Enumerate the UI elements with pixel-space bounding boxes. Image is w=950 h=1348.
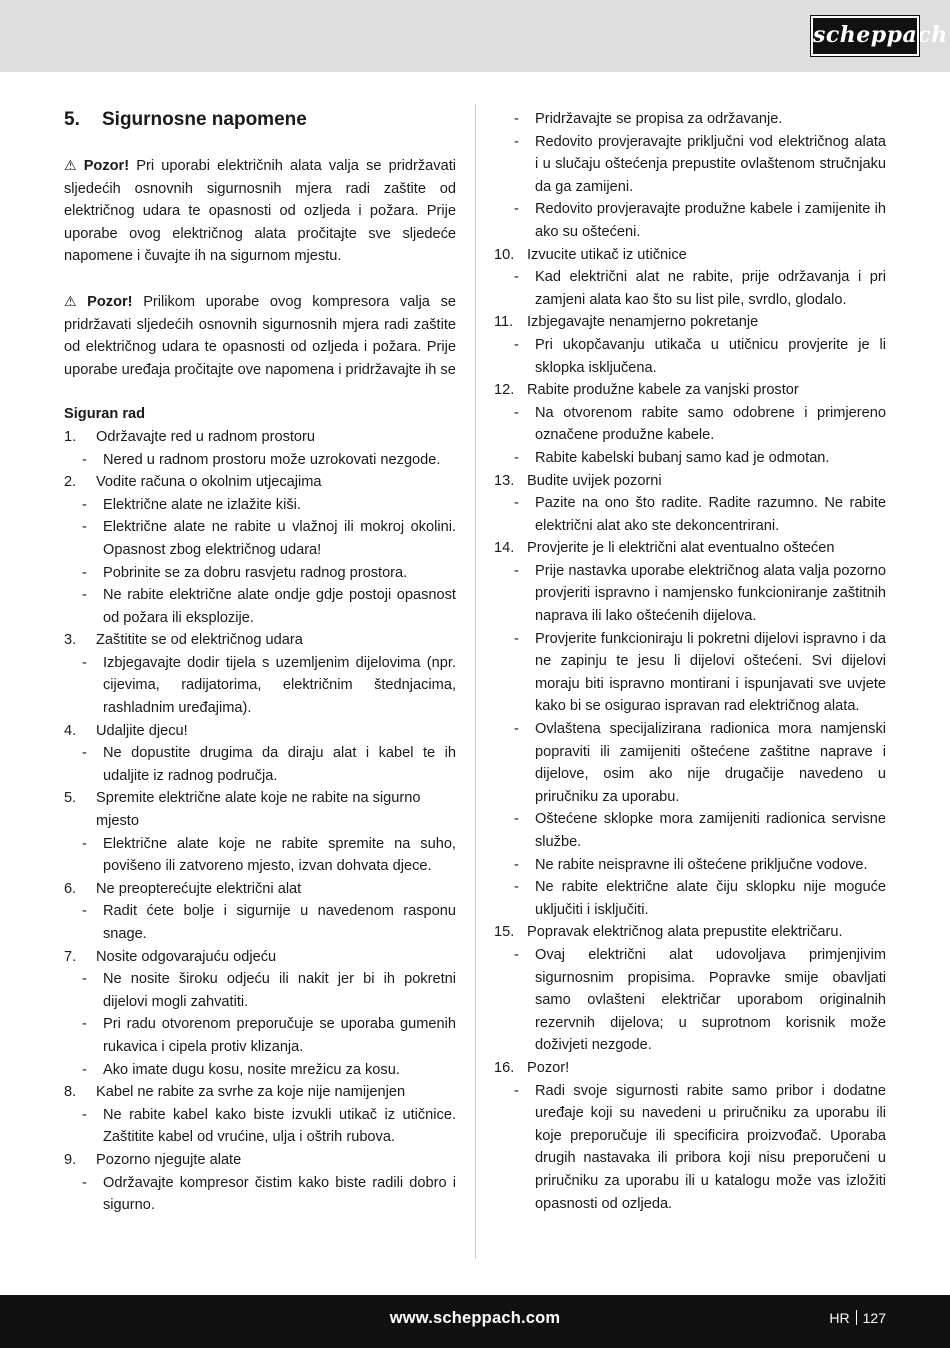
list-subitem xyxy=(494,560,886,628)
page-indicator xyxy=(829,1310,886,1326)
dash-bullet: - xyxy=(514,1082,519,1099)
intro-text: Prilikom uporabe ovog kompresora valja se pridržavati sljedećih osnovnih sigurnosnih mjera radi zaštite od električnog udara te opasnosti od ozljeda i požara. Prije uporabe uređaja pročitajte ove napomena i pridržavajte ih se xyxy=(64,293,456,378)
safety-list-right xyxy=(494,244,886,1216)
list-subitem xyxy=(494,492,886,537)
list-subitem xyxy=(64,1172,456,1217)
page-separator xyxy=(856,1310,857,1325)
subitem-text: Pridržavajte se propisa za održavanje. xyxy=(535,111,783,127)
subitem-text: Električne alate koje ne rabite spremite na suho, povišeno ili zatvoreno mjesto, izvan dohvata djece. xyxy=(103,835,456,875)
dash-bullet: - xyxy=(514,721,519,738)
subitem-text: Nered u radnom prostoru može uzrokovati nezgode. xyxy=(103,451,441,468)
left-column xyxy=(64,108,456,1217)
item-title: Pozor! xyxy=(527,1059,570,1076)
list-subitem xyxy=(494,944,886,1057)
dash-bullet: - xyxy=(514,879,519,896)
list-subitem xyxy=(494,808,886,853)
subitem-text: Ne rabite električne alate ondje gdje postoji opasnost od požara ili eksplozije. xyxy=(103,587,456,626)
list-subitem xyxy=(494,131,886,199)
dash-bullet: - xyxy=(82,587,87,604)
dash-bullet: - xyxy=(82,971,87,988)
subitem-text: Redovito provjeravajte priključni vod električnog alata i u slučaju oštećenja prepustite ovlaštenom stručnjaku da ga zamijeni. xyxy=(535,133,886,195)
safe-work-heading: Siguran rad xyxy=(64,406,146,423)
item-number: 16. xyxy=(494,1059,515,1076)
subitem-text: Provjerite funkcioniraju li pokretni dijelovi ispravno i da ne zapinju te jesu li dijelovi oštećeni. Svi dijelovi moraju biti ispravno montirani i ispunjavati sve uvjete kako bi se osigurao ispravan rad električnog alata. xyxy=(535,630,886,715)
dash-bullet: - xyxy=(82,654,87,671)
list-subitem xyxy=(64,968,456,1013)
item-title: Pozorno njegujte alate xyxy=(96,1151,242,1168)
item-number: 2. xyxy=(64,474,77,491)
list-subitem xyxy=(494,402,886,447)
subitem-text: Radit ćete bolje i sigurnije u navedenom rasponu snage. xyxy=(103,903,456,942)
dash-bullet: - xyxy=(82,903,87,920)
item-title: Budite uvijek pozorni xyxy=(527,472,662,489)
item-number: 11. xyxy=(494,314,514,331)
intro-text: Pri uporabi električnih alata valja se pridržavati sljedećih osnovnih sigurnosnih mjera radi zaštite od električnog udara te opasnosti od ozljeda i požara. Prije uporabe ovog električnog alata pročitajte sve sljedeće napomene i čuvajte ih na sigurnom mjestu. xyxy=(64,158,456,265)
subitem-text: Ako imate dugu kosu, nosite mrežicu za kosu. xyxy=(103,1061,400,1078)
list-item xyxy=(64,787,456,832)
subitem-text: Pri ukopčavanju utikača u utičnicu provjerite je li sklopka isključena. xyxy=(535,336,886,376)
item-number: 14. xyxy=(494,540,515,557)
dash-bullet: - xyxy=(514,630,519,647)
subitem-text: Ne rabite neispravne ili oštećene priključne vodove. xyxy=(535,856,868,873)
list-subitem xyxy=(64,562,456,585)
subitem-text: Održavajte kompresor čistim kako biste radili dobro i sigurno. xyxy=(103,1174,456,1214)
subitem-text: Ne nosite široku odjeću ili nakit jer bi ih pokretni dijelovi mogli zahvatiti. xyxy=(103,971,456,1010)
item-number: 6. xyxy=(64,880,77,897)
list-item xyxy=(494,537,886,560)
intro-paragraph-2 xyxy=(64,290,456,381)
list-subitem xyxy=(494,447,886,470)
item-number: 1. xyxy=(64,428,77,445)
subitem-text: Na otvorenom rabite samo odobrene i primjereno označene produžne kabele. xyxy=(535,404,886,444)
website-link[interactable]: www.scheppach.com xyxy=(389,1309,561,1327)
item-title: Rabite produžne kabele za vanjski prostor xyxy=(527,382,799,399)
list-item xyxy=(494,244,886,267)
subitem-text: Rabite kabelski bubanj samo kad je odmotan. xyxy=(535,449,830,466)
item-title: Ne preopterećujte električni alat xyxy=(96,880,302,897)
subitem-text: Prije nastavka uporabe električnog alata valja pozorno provjeriti ispravno i namjensko funkcioniranje zaštitnih naprava ili lako oštećenih dijelova. xyxy=(535,562,886,625)
dash-bullet: - xyxy=(82,564,87,581)
subitem-text: Redovito provjeravajte produžne kabele i zamijenite ih ako su oštećeni. xyxy=(535,201,886,240)
item-title: Vodite računa o okolnim utjecajima xyxy=(96,474,322,491)
dash-bullet: - xyxy=(82,496,87,513)
dash-bullet: - xyxy=(82,1016,87,1033)
dash-bullet: - xyxy=(82,519,87,536)
dash-bullet: - xyxy=(514,946,519,963)
item-number: 9. xyxy=(64,1151,77,1168)
list-item xyxy=(64,471,456,494)
subitem-text: Pazite na ono što radite. Radite razumno. Ne rabite električni alat ako ste dekoncentrirani. xyxy=(535,495,886,534)
page-number: 127 xyxy=(862,1310,886,1326)
list-subitem xyxy=(494,198,886,243)
dash-bullet: - xyxy=(82,1106,87,1123)
item-number: 5. xyxy=(64,790,77,807)
right-column xyxy=(494,108,886,1215)
dash-bullet: - xyxy=(514,811,519,828)
item-title: Zaštitite se od električnog udara xyxy=(96,632,303,649)
subitem-text: Pobrinite se za dobru rasvjetu radnog prostora. xyxy=(103,564,408,581)
list-subitem xyxy=(494,876,886,921)
list-subitem xyxy=(64,449,456,472)
dash-bullet: - xyxy=(514,495,519,512)
dash-bullet: - xyxy=(82,835,87,852)
item-number: 8. xyxy=(64,1084,77,1101)
list-item xyxy=(494,921,886,944)
dash-bullet: - xyxy=(514,201,519,218)
header-bar xyxy=(0,0,950,72)
subitem-text: Pri radu otvorenom preporučuje se uporaba gumenih rukavica i cipela protiv klizanja. xyxy=(103,1016,456,1055)
item-number: 4. xyxy=(64,722,77,739)
list-item xyxy=(494,311,886,334)
list-subitem xyxy=(64,1059,456,1082)
list-item xyxy=(494,470,886,493)
dash-bullet: - xyxy=(82,451,87,468)
list-subitem xyxy=(64,516,456,561)
dash-bullet: - xyxy=(514,269,519,286)
dash-bullet: - xyxy=(514,111,519,127)
list-subitem xyxy=(64,1104,456,1149)
list-item xyxy=(64,946,456,969)
item-title: Izbjegavajte nenamjerno pokretanje xyxy=(527,314,759,331)
item-number: 15. xyxy=(494,924,515,941)
intro-paragraph-1 xyxy=(64,154,456,268)
list-subitem xyxy=(494,628,886,718)
subitem-text: Izbjegavajte dodir tijela s uzemljenim dijelovima (npr. cijevima, radijatorima, električnim štednjacima, rashladnim uređajima). xyxy=(103,654,456,717)
dash-bullet: - xyxy=(514,133,519,150)
item-number: 10. xyxy=(494,246,515,263)
subitem-text: Ne rabite kabel kako biste izvukli utikač iz utičnice. Zaštitite kabel od vrućine, ulja i oštrih rubova. xyxy=(103,1106,456,1146)
list-item xyxy=(64,1081,456,1104)
list-subitem xyxy=(494,718,886,808)
item-title: Izvucite utikač iz utičnice xyxy=(527,246,687,263)
item-title: Održavajte red u radnom prostoru xyxy=(96,428,316,445)
warning-triangle-icon: ⚠ xyxy=(64,157,80,173)
list-subitem xyxy=(64,652,456,720)
dash-bullet: - xyxy=(514,404,519,421)
list-item xyxy=(64,878,456,901)
subitem-text: Električne alate ne izlažite kiši. xyxy=(103,496,301,513)
list-item xyxy=(494,379,886,402)
item-title: Kabel ne rabite za svrhe za koje nije namijenjen xyxy=(96,1084,406,1101)
list-subitem xyxy=(64,900,456,945)
item-title: Udaljite djecu! xyxy=(96,722,188,739)
dash-bullet: - xyxy=(82,1174,87,1191)
subitem-text: Ovlaštena specijalizirana radionica mora namjenski popraviti ili zamijeniti oštećene zaštitne naprave i dijelove, osim ako nije drugačije navedeno u priručniku za uporabu. xyxy=(535,721,886,805)
dash-bullet: - xyxy=(514,336,519,353)
subitem-text: Ovaj električni alat udovoljava primjenjivim sigurnosnim propisima. Popravke smije obavljati samo ovlašteni električar uporabom originalnih rezervnih dijelova; u suprotnom korisnik može doživjeti nezgode. xyxy=(535,946,886,1054)
subitem-text: Ne dopustite drugima da diraju alat i kabel te ih udaljite iz radnog područja. xyxy=(103,745,456,784)
item-title: Provjerite je li električni alat eventualno oštećen xyxy=(527,540,835,557)
section-title: Sigurnosne napomene xyxy=(102,109,307,130)
list-subitem xyxy=(494,108,886,131)
list-item xyxy=(64,426,456,449)
item-number: 7. xyxy=(64,948,77,965)
section-heading xyxy=(64,108,456,132)
warning-label: Pozor! xyxy=(87,293,133,310)
subitem-text: Oštećene sklopke mora zamijeniti radionica servisne službe. xyxy=(535,811,886,850)
subitem-text: Kad električni alat ne rabite, prije održavanja i pri zamjeni alata kao što su list pile, svrdlo, glodalo. xyxy=(535,269,886,308)
footer-bar xyxy=(0,1295,950,1348)
item-number: 13. xyxy=(494,472,515,489)
subitem-text: Električne alate ne rabite u vlažnoj ili mokroj okolini. Opasnost zbog električnog udara! xyxy=(103,519,456,558)
subitem-text: Radi svoje sigurnosti rabite samo pribor i dodatne uređaje koji su navedeni u priručniku za uporabu ili koje preporučuje ili specificira proizvođač. Uporaba drugih nastavaka ili pribora koji nisu preporučeni u priručniku za uporabu ili u katalogu može vas izložiti opasnosti od ozljeda. xyxy=(535,1082,886,1212)
warning-triangle-icon: ⚠ xyxy=(64,292,84,309)
warning-label: Pozor! xyxy=(83,158,130,174)
item-number: 3. xyxy=(64,632,77,649)
item-title: Spremite električne alate koje ne rabite na sigurno mjesto xyxy=(96,790,421,830)
language-code: HR xyxy=(829,1310,850,1326)
list-subitem xyxy=(494,1080,886,1216)
section-number: 5. xyxy=(64,109,80,130)
list-subitem xyxy=(64,1013,456,1058)
list-subitem xyxy=(64,494,456,517)
column-divider xyxy=(475,104,476,1259)
list-subitem xyxy=(494,854,886,877)
list-item xyxy=(64,629,456,652)
list-subitem xyxy=(494,334,886,379)
brand-logo: scheppach xyxy=(811,16,919,56)
list-subitem xyxy=(494,266,886,311)
list-subitem xyxy=(64,584,456,629)
list-subitem xyxy=(64,833,456,878)
subitem-text: Ne rabite električne alate čiju sklopku nije moguće uključiti i isključiti. xyxy=(535,879,886,918)
dash-bullet: - xyxy=(82,1061,87,1078)
list-subitem xyxy=(64,742,456,787)
dash-bullet: - xyxy=(514,449,519,466)
item-number: 12. xyxy=(494,382,515,399)
continued-subitems xyxy=(494,108,886,244)
dash-bullet: - xyxy=(514,562,519,579)
list-item xyxy=(494,1057,886,1080)
dash-bullet: - xyxy=(514,856,519,873)
dash-bullet: - xyxy=(82,745,87,762)
list-item xyxy=(64,1149,456,1172)
list-item xyxy=(64,720,456,743)
safety-list-left xyxy=(64,426,456,1217)
item-title: Nosite odgovarajuću odjeću xyxy=(96,948,277,965)
item-title: Popravak električnog alata prepustite električaru. xyxy=(527,924,843,941)
